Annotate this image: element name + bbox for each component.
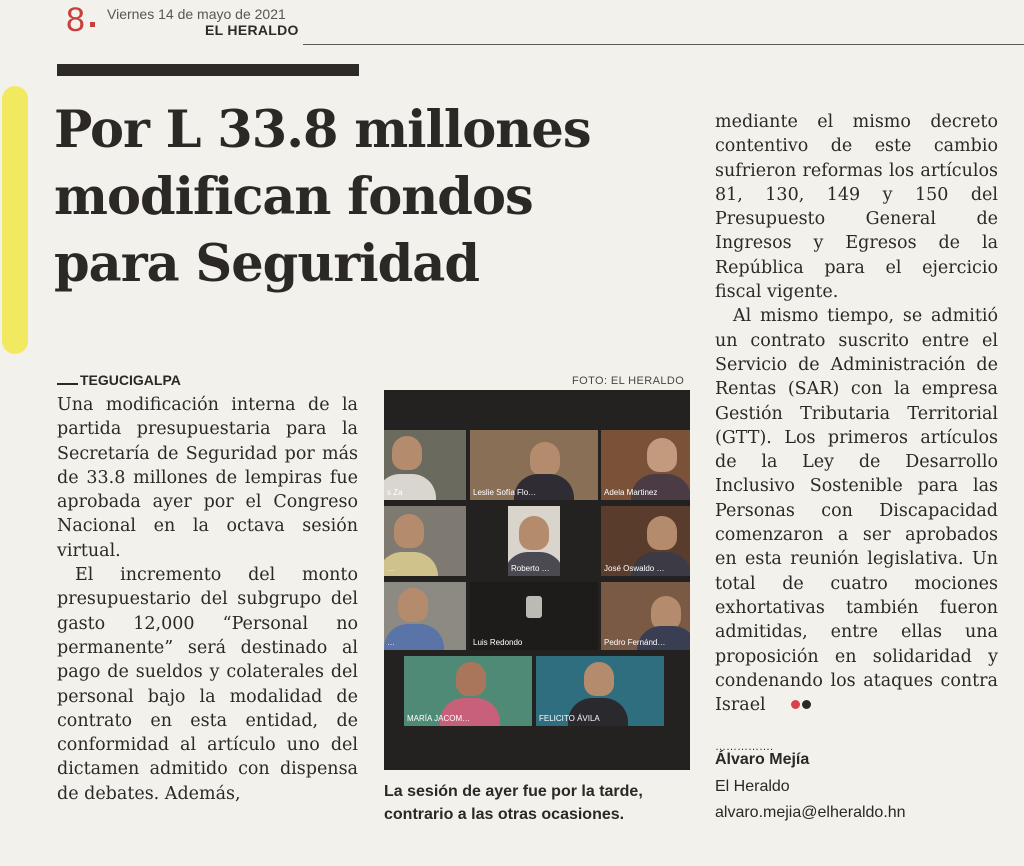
video-tile <box>470 582 598 650</box>
highlighter-mark <box>2 86 28 354</box>
article-column-1 <box>57 393 358 806</box>
video-tile <box>508 506 560 576</box>
video-tile <box>601 582 690 650</box>
video-tile <box>536 656 664 726</box>
video-tile <box>601 506 690 576</box>
participant-name: … <box>387 564 395 573</box>
body-paragraph: mediante el mismo decreto contentivo de este cambio sufrieron reformas los artículos 81, 130, 149 y 150 del Presupuesto General de Ingresos y Egresos de la República para el ejercicio fiscal vigente. <box>715 112 998 303</box>
end-dot-red <box>791 700 800 709</box>
issue-date: Viernes 14 de mayo de 2021 <box>107 6 286 22</box>
participant-name: Luis Redondo <box>473 638 523 647</box>
participant-name: FELICITO ÁVILA <box>539 714 600 723</box>
participant-name: … <box>387 638 395 647</box>
participant-name: MARÍA JACOM… <box>407 714 471 723</box>
body-paragraph: Una modificación interna de la partida presupuestaria para la Secretaría de Seguridad por más de 33.8 millones de lempiras fue aprobada ayer por el Congreso Nacional en la octava sesión virtual. <box>57 395 358 561</box>
video-tile <box>470 430 598 500</box>
participant-name: s Za <box>387 488 403 497</box>
dateline-rule <box>57 383 78 385</box>
header-rule <box>303 44 1024 45</box>
dateline: TEGUCIGALPA <box>80 372 181 388</box>
end-dot-dark <box>802 700 811 709</box>
participant-name: Leslie Sofía Flo… <box>473 488 537 497</box>
article-column-3 <box>715 110 998 717</box>
session-photo <box>384 390 690 770</box>
body-paragraph-last <box>715 304 998 717</box>
author-name: Álvaro Mejía <box>715 751 810 768</box>
headline <box>54 97 694 298</box>
end-of-article-mark <box>771 693 811 717</box>
video-tile <box>384 430 466 500</box>
page-number: 8 <box>66 1 85 39</box>
byline-separator: ……………. <box>715 741 774 753</box>
video-tile <box>384 506 466 576</box>
newspaper-name: EL HERALDO <box>205 22 299 38</box>
headline-line-1: Por L 33.8 millones <box>54 100 591 160</box>
photo-caption: La sesión de ayer fue por la tarde, contrario a las otras ocasiones. <box>384 783 643 823</box>
participant-name: Pedro Fernánd… <box>604 638 666 647</box>
participant-name: Adela Martinez <box>604 488 658 497</box>
video-tile <box>601 430 690 500</box>
headline-line-2: modifican fondos <box>54 167 533 227</box>
headline-line-3: para Seguridad <box>54 234 480 294</box>
video-tile <box>404 656 532 726</box>
author-email: alvaro.mejia@elheraldo.hn <box>715 804 906 821</box>
participant-name: Roberto … <box>511 564 550 573</box>
video-tile <box>384 582 466 650</box>
author-outlet: El Heraldo <box>715 778 790 795</box>
body-paragraph: El incremento del monto presupuestario del subgrupo del gasto 12,000 “Personal no permanente” será destinado al pago de sueldos y colaterales del personal bajo la modalidad de contrato en esta entidad, de conformidad al artículo uno del dictamen admitido con dispensa de debates. Además, <box>57 565 358 804</box>
participant-name: José Oswaldo … <box>604 564 665 573</box>
photo-credit: FOTO: EL HERALDO <box>572 375 685 387</box>
section-bar <box>57 64 359 76</box>
body-paragraph-text: Al mismo tiempo, se admitió un contrato suscrito entre el Servicio de Administración de Rentas (SAR) con la empresa Gestión Tributaria Territorial (GTT). Los primeros artículos de la Ley de Desarrollo Inclusivo Sostenible para las Personas con Discapacidad comenzaron a ser aprobados en esta reunión legislativa. Un total de cuatro mociones exhortativas también fueron admitidas, entre ellas una proposición en solidaridad y condenando los ataques contra Israel <box>715 306 998 716</box>
page-number-dot <box>90 22 95 27</box>
